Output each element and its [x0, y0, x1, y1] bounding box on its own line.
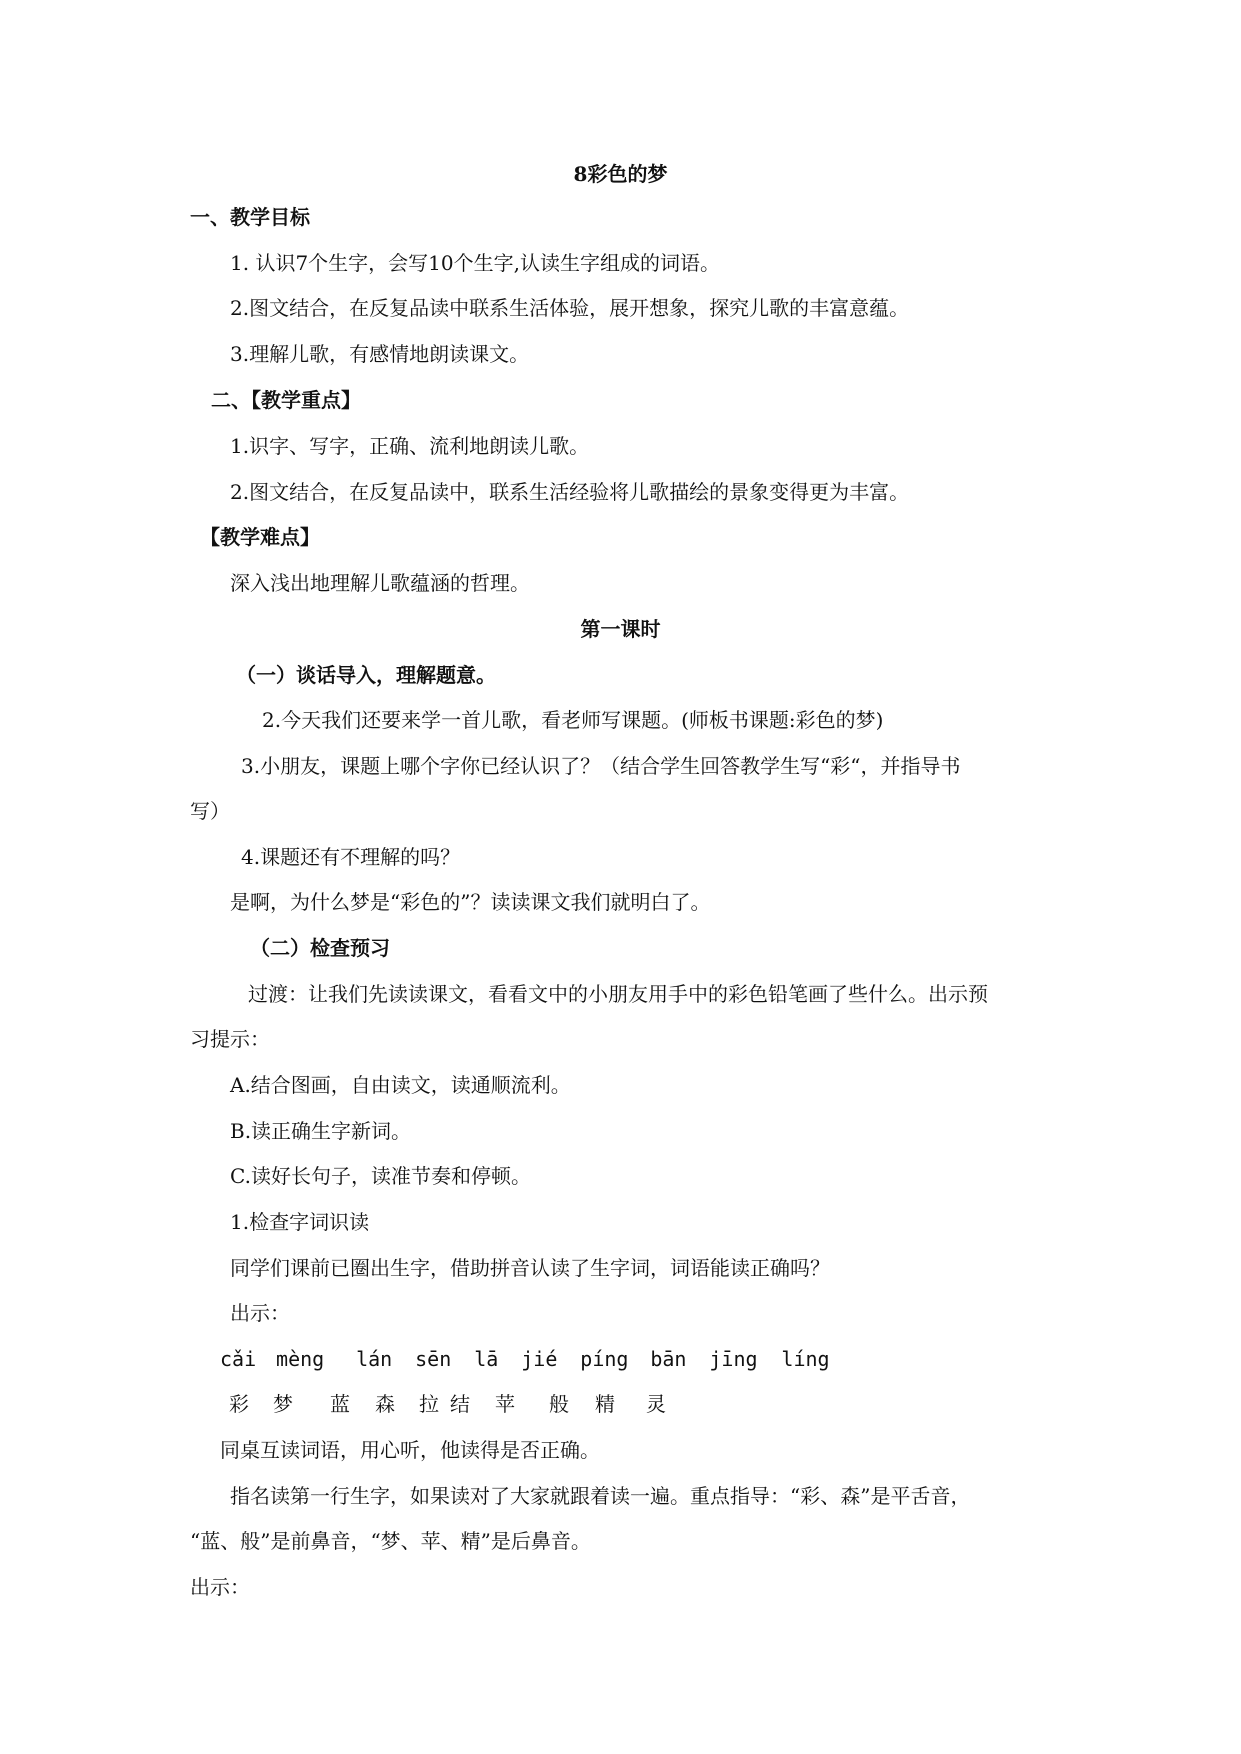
difficulty-text: 深入浅出地理解儿歌蕴涵的哲理。	[230, 571, 530, 595]
paragraph-3-line-1: 3.小朋友，课题上哪个字你已经认识了？（结合学生回答教学生写“彩“，并指导书	[241, 754, 961, 778]
pinyin-cai: cǎi	[220, 1347, 257, 1371]
char-sen: 森	[375, 1392, 395, 1416]
pinyin-meng: mèng	[276, 1347, 325, 1371]
pinyin-jing: jīng	[709, 1347, 758, 1371]
transition-line-1: 过渡：让我们先读读课文，看看文中的小朋友用手中的彩色铅笔画了些什么。出示预	[248, 982, 988, 1006]
pinyin-lan: lán	[356, 1347, 393, 1371]
paragraph-5: 是啊，为什么梦是“彩色的”？读读课文我们就明白了。	[230, 890, 711, 914]
char-meng: 梦	[273, 1392, 293, 1416]
paragraph-2: 2.今天我们还要来学一首儿歌，看老师写课题。(师板书课题:彩色的梦)	[262, 708, 884, 732]
transition-line-2: 习提示：	[190, 1027, 270, 1051]
goal-item-1: 1. 认识7个生字，会写10个生字,认读生字组成的词语。	[230, 251, 720, 275]
char-ban: 般	[549, 1392, 569, 1416]
pinyin-jie: jié	[521, 1347, 558, 1371]
section-heading-key-points: 二、【教学重点】	[211, 388, 361, 412]
pinyin-ping: píng	[580, 1347, 629, 1371]
section-heading-difficulties: 【教学难点】	[200, 525, 320, 549]
char-jie: 结	[450, 1392, 470, 1416]
document-title: 8彩色的梦	[573, 162, 668, 186]
char-ling: 灵	[646, 1392, 666, 1416]
goal-item-3: 3.理解儿歌，有感情地朗读课文。	[230, 342, 530, 366]
tip-a: A.结合图画，自由读文，读通顺流利。	[230, 1073, 571, 1097]
pinyin-row	[220, 1345, 831, 1373]
pinyin-la: lā	[474, 1347, 499, 1371]
step-1-heading: 1.检查字词识读	[230, 1210, 370, 1234]
section-heading-goals: 一、教学目标	[190, 205, 310, 229]
pair-reading-text: 同桌互读词语，用心听，他读得是否正确。	[220, 1438, 600, 1462]
part-heading-intro: （一）谈话导入，理解题意。	[236, 663, 496, 687]
char-la: 拉	[419, 1392, 439, 1416]
key-point-item-1: 1.识字、写字，正确、流利地朗读儿歌。	[230, 434, 590, 458]
pinyin-sen: sēn	[415, 1347, 452, 1371]
char-jing: 精	[595, 1392, 615, 1416]
char-lan: 蓝	[330, 1392, 350, 1416]
pinyin-ling: líng	[781, 1347, 830, 1371]
guidance-line-1: 指名读第一行生字，如果读对了大家就跟着读一遍。重点指导：“彩、森”是平舌音，	[230, 1484, 971, 1508]
pinyin-ban: bān	[650, 1347, 687, 1371]
guidance-line-2: “蓝、般”是前鼻音，“梦、苹、精”是后鼻音。	[190, 1529, 591, 1553]
show-label: 出示：	[230, 1301, 290, 1325]
char-ping: 苹	[495, 1392, 515, 1416]
paragraph-3-line-2: 写）	[190, 799, 230, 823]
key-point-item-2: 2.图文结合，在反复品读中，联系生活经验将儿歌描绘的景象变得更为丰富。	[230, 480, 910, 504]
lesson-title: 第一课时	[580, 617, 661, 641]
paragraph-4: 4.课题还有不理解的吗？	[241, 845, 461, 869]
tip-b: B.读正确生字新词。	[230, 1119, 412, 1143]
goal-item-2: 2.图文结合，在反复品读中联系生活体验，展开想象，探究儿歌的丰富意蕴。	[230, 296, 910, 320]
tip-c: C.读好长句子，读准节奏和停顿。	[230, 1164, 531, 1188]
show-label-2: 出示：	[190, 1575, 250, 1599]
part-heading-preview: （二）检查预习	[250, 936, 390, 960]
char-cai: 彩	[229, 1392, 249, 1416]
step-1-text: 同学们课前已圈出生字，借助拼音认读了生字词，词语能读正确吗？	[230, 1256, 830, 1280]
